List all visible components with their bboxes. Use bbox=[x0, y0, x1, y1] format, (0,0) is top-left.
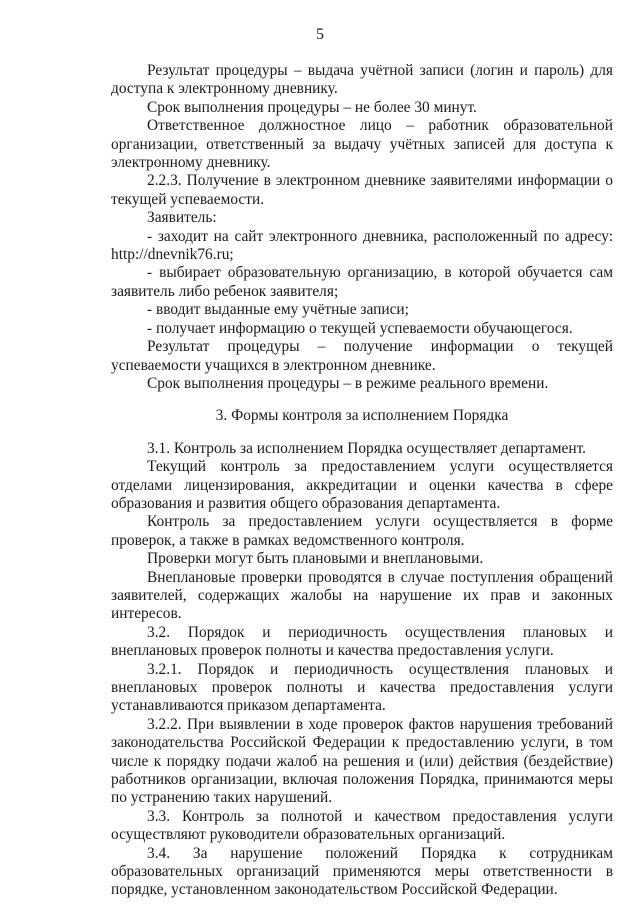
paragraph: 2.2.3. Получение в электронном дневнике заявителями информации о текущей успеваемости. bbox=[111, 172, 613, 208]
paragraph: 3.2.1. Порядок и периодичность осуществления плановых и внеплановых проверок полноты и качества предоставления услуги устанавливаются приказом департамента. bbox=[111, 660, 613, 715]
paragraph: Срок выполнения процедуры – в режиме реального времени. bbox=[147, 374, 549, 392]
paragraph: 3.2. Порядок и периодичность осуществления плановых и внеплановых проверок полноты и качества предоставления услуги. bbox=[111, 623, 613, 660]
paragraph: Контроль за предоставлением услуги осуществляется в форме проверок, а также в рамках ведомственного контроля. bbox=[111, 513, 613, 549]
paragraph: 3.4. За нарушение положений Порядка к сотрудникам образовательных организаций применяются меры ответственности в порядке, установленном законодательством Российской Федерации. bbox=[111, 844, 613, 899]
list-item: - выбирает образовательную организацию, в которой обучается сам заявитель либо ребенок заявителя; bbox=[111, 264, 613, 300]
list-item: - вводит выданные ему учётные записи; bbox=[147, 301, 409, 319]
paragraph: Внеплановые проверки проводятся в случае поступления обращений заявителей, содержащих жалобы на нарушение их прав и законных интересов. bbox=[111, 568, 613, 623]
list-item: - получает информацию о текущей успеваемости обучающегося. bbox=[147, 319, 573, 337]
paragraph: 3.3. Контроль за полнотой и качеством предоставления услуги осуществляют руководители образовательных организаций. bbox=[111, 807, 613, 844]
paragraph: Результат процедуры – выдача учётной записи (логин и пароль) для доступа к электронному дневнику. bbox=[111, 62, 613, 98]
document-body bbox=[111, 62, 613, 900]
paragraph: 3.2.2. При выявлении в ходе проверок фактов нарушения требований законодательства Российской Федерации к предоставлению услуги, в том числе к порядку подачи жалоб на решения и (или) действия (бездействие) работников организации, включая положения Порядка, принимаются меры по устранению таких нарушений. bbox=[111, 715, 613, 807]
paragraph: Результат процедуры – получение информации о текущей успеваемости учащихся в электронном дневнике. bbox=[111, 338, 613, 374]
paragraph: 3.1. Контроль за исполнением Порядка осуществляет департамент. bbox=[147, 439, 586, 457]
page-number: 5 bbox=[316, 26, 324, 43]
paragraph: Текущий контроль за предоставлением услуги осуществляется отделами лицензирования, аккредитации и оценки качества в сфере образования и развития общего образования департамента. bbox=[111, 458, 613, 512]
paragraph: Срок выполнения процедуры – не более 30 минут. bbox=[147, 98, 477, 116]
list-item: - заходит на сайт электронного дневника, расположенный по адресу: http://dnevnik76.ru; bbox=[111, 227, 613, 264]
paragraph: Проверки могут быть плановыми и внеплановыми. bbox=[147, 550, 484, 568]
paragraph: Заявитель: bbox=[147, 209, 217, 227]
section-title: 3. Формы контроля за исполнением Порядка bbox=[215, 407, 509, 425]
paragraph: Ответственное должностное лицо – работник образовательной организации, ответственный за выдачу учётных записей для доступа к электронному дневнику. bbox=[111, 117, 613, 172]
